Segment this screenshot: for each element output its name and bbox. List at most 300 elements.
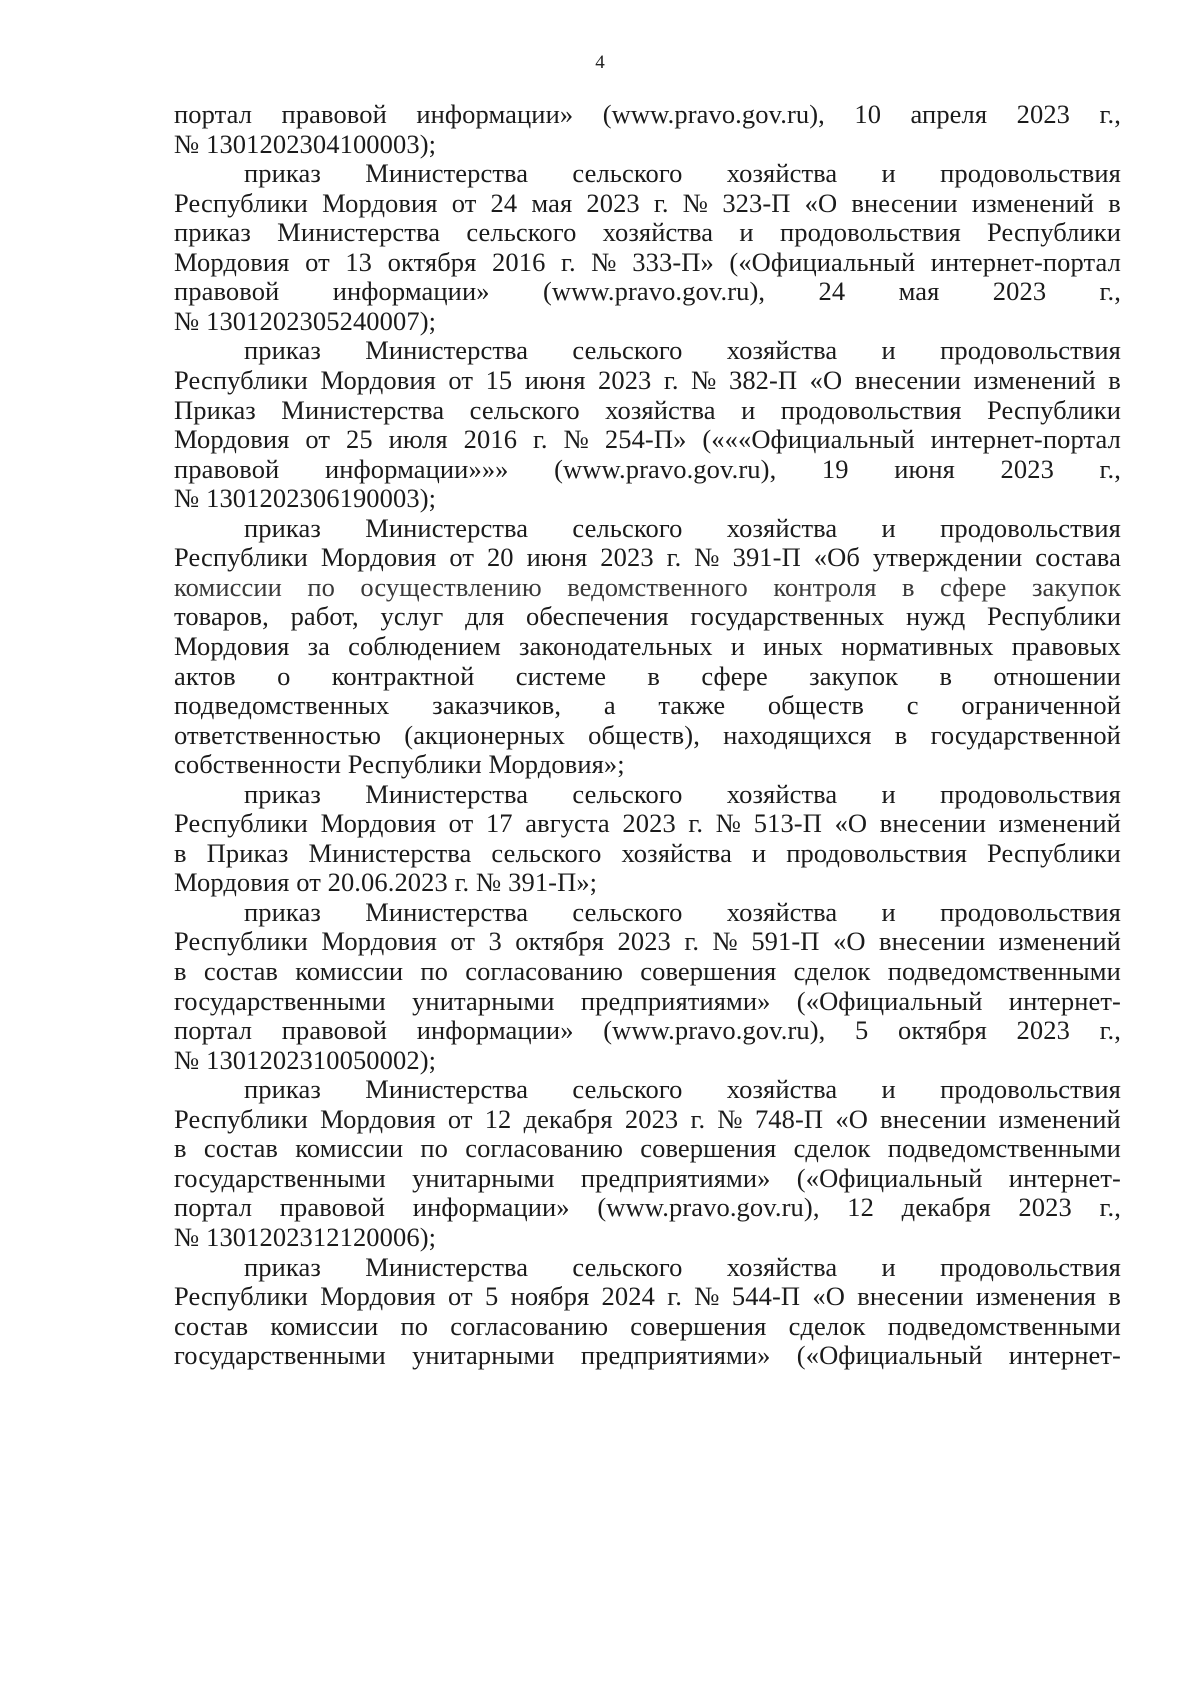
word: Республики: [174, 187, 308, 218]
word: Министерства: [308, 837, 472, 868]
word: (www.pravo.gov.ru),: [597, 1192, 820, 1223]
word: г.: [666, 542, 682, 573]
word: Министерства: [365, 778, 529, 809]
word: товаров,: [174, 601, 269, 632]
word: 24: [818, 276, 846, 307]
word: продовольствия: [940, 335, 1121, 366]
word: 2023: [1016, 99, 1071, 129]
word: Министерства: [281, 394, 445, 425]
word: унитарными: [412, 1340, 555, 1371]
word: сельского: [572, 778, 683, 809]
word: 2016: [463, 424, 518, 455]
word: изменений: [998, 926, 1121, 957]
word: заказчиков,: [432, 690, 562, 720]
word: правовой: [174, 276, 280, 307]
word: а: [603, 690, 616, 720]
word: ответственностью: [174, 719, 382, 750]
word: сельского: [572, 335, 683, 366]
text-line: [174, 958, 1121, 985]
word: №: [715, 808, 742, 839]
word: государственными: [174, 985, 386, 1016]
word: приказ: [244, 778, 321, 809]
word: системе: [515, 660, 607, 691]
word: 12: [847, 1192, 874, 1223]
word: портал: [174, 1192, 253, 1223]
word: в: [939, 660, 953, 691]
word: октября: [515, 926, 605, 957]
word: мая: [531, 187, 573, 218]
word: обеспечения: [526, 601, 669, 632]
word: контрактной: [331, 660, 475, 691]
word: соблюдением: [348, 630, 501, 661]
word: (www.pravo.gov.ru),: [542, 276, 766, 307]
word: 2023: [992, 276, 1047, 307]
text-line: [174, 1310, 1121, 1341]
word: комиссии: [270, 1310, 379, 1341]
word: осуществлению: [360, 571, 542, 602]
text-line: Мордовия от 20.06.2023 г. № 391-П»;: [174, 867, 598, 898]
text-line: [174, 394, 1121, 425]
word: от: [305, 246, 330, 277]
text-line: [174, 1076, 1121, 1103]
word: («Официальный: [796, 985, 983, 1016]
word: утверждении: [872, 542, 1023, 573]
word: изменений: [973, 364, 1096, 395]
word: 2023: [1016, 1015, 1070, 1046]
word: предприятиями»: [580, 1162, 771, 1193]
word: 2023: [622, 808, 676, 839]
word: Министерства: [365, 896, 529, 927]
word: продовольствия: [940, 896, 1121, 927]
word: «О: [834, 808, 868, 839]
text-line: [174, 985, 1121, 1016]
text-line: [174, 896, 1121, 927]
word: Приказ: [174, 394, 256, 425]
text-line: [174, 219, 1121, 246]
word: 13: [345, 246, 373, 277]
word: унитарными: [412, 985, 555, 1016]
word: хозяйства: [726, 896, 838, 927]
word: июня: [524, 364, 586, 395]
word: 382-П: [728, 364, 798, 395]
word: закупок: [1031, 571, 1121, 602]
word: и: [881, 1074, 896, 1105]
word: продовольствия: [940, 1251, 1121, 1282]
word: согласованию: [465, 1133, 624, 1164]
word: 591-П: [751, 926, 820, 957]
word: услуг: [380, 601, 444, 632]
word: от: [305, 424, 331, 455]
word: интернет-: [1008, 985, 1121, 1016]
word: декабря: [523, 1103, 613, 1134]
word: сфере: [940, 571, 1007, 602]
word: в: [1108, 187, 1121, 218]
word: и: [739, 217, 754, 248]
word: 5: [484, 1281, 499, 1311]
word: и: [881, 896, 896, 927]
word: сделок: [788, 1310, 866, 1341]
word: продовольствия: [786, 837, 968, 868]
word: в: [174, 956, 187, 986]
word: и: [741, 394, 756, 425]
text-line: № 1301202310050002);: [174, 1044, 437, 1075]
word: по: [400, 1310, 429, 1341]
word: «О: [809, 364, 843, 395]
word: от: [449, 542, 474, 573]
word: продовольствия: [940, 158, 1121, 189]
word: 2023: [586, 187, 640, 218]
word: ограниченной: [961, 690, 1121, 720]
word: хозяйства: [605, 394, 716, 425]
text-line: [174, 719, 1121, 750]
word: предприятиями»: [580, 985, 771, 1016]
word: 2023: [617, 926, 671, 957]
word: (акционерных: [404, 719, 565, 750]
word: Республики: [987, 394, 1121, 425]
word: Мордовия: [174, 246, 290, 277]
word: №: [694, 542, 720, 573]
word: в: [174, 837, 187, 868]
word: 323-П: [722, 187, 791, 218]
word: сельского: [572, 1074, 683, 1105]
word: продовольствия: [780, 394, 962, 425]
word: и: [881, 335, 896, 366]
word: 3: [488, 926, 502, 957]
text-line: [174, 660, 1121, 691]
word: приказ: [244, 335, 321, 366]
word: правовой: [281, 1015, 388, 1046]
word: №: [591, 246, 617, 277]
word: Республики: [174, 364, 308, 395]
word: Мордовия: [320, 808, 437, 839]
word: приказ: [244, 1251, 321, 1282]
word: ведомственного: [567, 571, 748, 602]
word: Министерства: [365, 512, 529, 543]
text-line: [174, 1162, 1121, 1193]
word: г.,: [1099, 1015, 1121, 1046]
text-line: [174, 1103, 1121, 1134]
word: государственных: [690, 601, 885, 632]
word: г.,: [1099, 453, 1121, 484]
word: «О: [804, 187, 838, 218]
word: 544-П: [731, 1281, 801, 1311]
word: хозяйства: [726, 158, 838, 189]
word: за: [307, 630, 331, 661]
word: 15: [485, 364, 513, 395]
word: внесении: [879, 808, 987, 839]
word: июня: [894, 453, 955, 484]
word: 254-П»: [604, 424, 687, 455]
word: унитарными: [412, 1162, 555, 1193]
word: комиссии: [295, 1133, 404, 1164]
word: продовольствия: [779, 217, 961, 248]
word: («Официальный: [796, 1162, 983, 1193]
word: г.: [532, 424, 548, 455]
word: г.: [684, 926, 700, 957]
word: октября: [387, 246, 477, 277]
word: Приказ: [206, 837, 289, 868]
text-line: [174, 1251, 1121, 1282]
text-line: [174, 603, 1121, 630]
text-line: [174, 512, 1121, 543]
word: Республики: [987, 601, 1121, 632]
word: в: [1108, 1281, 1121, 1311]
word: также: [658, 690, 726, 720]
word: г.: [653, 187, 669, 218]
text-line: № 1301202305240007);: [174, 305, 437, 336]
word: и: [881, 512, 896, 543]
word: в: [174, 1133, 187, 1164]
word: сделок: [793, 956, 871, 986]
text-line: собственности Республики Мордовия»;: [174, 749, 625, 780]
word: Республики: [174, 542, 308, 573]
word: от: [448, 364, 474, 395]
word: о: [277, 660, 291, 691]
text-line: [174, 1194, 1121, 1221]
word: 513-П: [753, 808, 822, 839]
word: внесении: [880, 1103, 987, 1134]
word: контроля: [773, 571, 877, 602]
word: законодательных: [519, 630, 713, 661]
word: хозяйства: [726, 1251, 838, 1282]
word: согласованию: [450, 1310, 609, 1341]
word: апреля: [910, 99, 988, 129]
word: Мордовия: [174, 630, 290, 661]
word: г.: [690, 1103, 706, 1134]
word: информации»: [412, 1192, 570, 1223]
word: №: [694, 1281, 720, 1311]
word: продовольствия: [940, 1074, 1121, 1105]
word: портал: [174, 1015, 253, 1046]
word: интернет-портал: [930, 424, 1121, 455]
text-line: [174, 187, 1121, 218]
word: 10: [854, 99, 882, 129]
word: приказ: [244, 158, 321, 189]
word: Мордовия: [322, 187, 438, 218]
word: согласованию: [465, 956, 624, 986]
word: сельского: [466, 217, 577, 248]
word: 20: [486, 542, 514, 573]
word: октября: [898, 1015, 987, 1046]
word: хозяйства: [726, 512, 838, 543]
word: нужд: [906, 601, 966, 632]
word: №: [712, 926, 738, 957]
page-number: 4: [595, 52, 605, 73]
text-line: [174, 426, 1121, 453]
word: подведомственными: [887, 1133, 1121, 1164]
word: комиссии: [174, 571, 282, 602]
word: подведомственных: [174, 690, 390, 720]
word: 2023: [1000, 453, 1054, 484]
text-line: [174, 337, 1121, 364]
word: информации»: [416, 99, 574, 129]
text-line: [174, 1283, 1121, 1310]
word: Республики: [174, 926, 308, 957]
word: и: [881, 158, 896, 189]
word: 2024: [601, 1281, 655, 1311]
word: актов: [174, 660, 236, 691]
word: 24: [490, 187, 518, 218]
word: Республики: [987, 837, 1121, 868]
word: правовой: [281, 99, 387, 129]
word: предприятиями»: [580, 1340, 771, 1371]
word: внесении: [854, 364, 962, 395]
word: в: [647, 660, 660, 691]
word: хозяйства: [726, 778, 838, 809]
word: портал: [174, 99, 253, 129]
word: 17: [485, 808, 513, 839]
word: «Об: [813, 542, 860, 573]
word: Министерства: [365, 1074, 529, 1105]
word: от: [448, 808, 474, 839]
word: подведомственными: [887, 1310, 1121, 1341]
text-line: [174, 571, 1121, 602]
word: июля: [388, 424, 448, 455]
word: государственными: [174, 1162, 386, 1193]
word: для: [465, 601, 505, 632]
text-line: № 1301202306190003);: [174, 483, 437, 514]
word: информации»»»: [324, 453, 509, 484]
word: интернет-: [1008, 1162, 1121, 1193]
word: 2016: [492, 246, 546, 277]
text-line: [174, 160, 1121, 187]
word: обществ),: [588, 719, 700, 750]
word: г.,: [1099, 276, 1121, 307]
word: Министерства: [277, 217, 441, 248]
word: сделок: [793, 1133, 871, 1164]
word: Мордовия: [174, 424, 290, 455]
word: «О: [812, 1281, 845, 1311]
word: Мордовия: [321, 926, 437, 957]
word: сельского: [572, 1251, 683, 1282]
word: 5: [855, 1015, 869, 1046]
word: государственными: [174, 1340, 386, 1371]
word: сельского: [572, 512, 683, 543]
word: внесении: [851, 187, 958, 218]
word: Мордовия: [320, 1281, 436, 1311]
word: и: [730, 630, 746, 661]
word: изменений: [998, 1103, 1121, 1134]
word: Министерства: [365, 158, 529, 189]
word: правовых: [1011, 630, 1121, 661]
word: 19: [821, 453, 849, 484]
word: хозяйства: [621, 837, 732, 868]
word: г.: [663, 364, 679, 395]
word: г.: [688, 808, 704, 839]
word: сельского: [572, 158, 683, 189]
word: г.,: [1099, 1192, 1121, 1223]
word: нормативных: [841, 630, 994, 661]
word: приказ: [244, 1074, 321, 1105]
word: №: [682, 187, 709, 218]
word: 2023: [1018, 1192, 1072, 1223]
word: 333-П»: [632, 246, 714, 277]
text-line: [174, 278, 1121, 305]
word: находящихся: [723, 719, 872, 750]
word: подведомственными: [887, 956, 1121, 986]
word: приказ: [244, 896, 321, 927]
text-line: [174, 1135, 1121, 1162]
word: изменения: [975, 1281, 1097, 1311]
word: Мордовия: [320, 1103, 436, 1134]
word: Министерства: [365, 335, 529, 366]
word: с: [906, 690, 919, 720]
word: и: [881, 1251, 896, 1282]
text-line: [174, 246, 1121, 277]
word: 391-П: [732, 542, 801, 573]
word: 25: [345, 424, 373, 455]
word: работ,: [290, 601, 359, 632]
word: 748-П: [754, 1103, 824, 1134]
word: состав: [203, 1133, 279, 1164]
word: («Официальный: [729, 246, 916, 277]
text-line: [174, 810, 1121, 837]
word: Мордовия: [320, 542, 437, 573]
text-line: № 1301202304100003);: [174, 128, 437, 159]
word: в: [901, 571, 915, 602]
word: изменений: [998, 808, 1121, 839]
text-line: [174, 837, 1121, 868]
word: состава: [1035, 542, 1121, 573]
word: информации»: [332, 276, 490, 307]
word: по: [420, 956, 449, 986]
word: (www.pravo.gov.ru),: [554, 453, 777, 484]
word: (www.pravo.gov.ru),: [603, 1015, 826, 1046]
word: хозяйства: [726, 335, 838, 366]
word: г.: [561, 246, 576, 277]
word: состав: [203, 956, 279, 986]
word: приказ: [174, 217, 251, 248]
word: иных: [763, 630, 823, 661]
word: от: [447, 1103, 473, 1134]
word: информации»: [416, 1015, 574, 1046]
word: продовольствия: [940, 778, 1121, 809]
word: сельского: [572, 896, 683, 927]
word: мая: [898, 276, 940, 307]
word: 2023: [598, 364, 652, 395]
word: сельского: [469, 394, 580, 425]
word: Республики: [174, 1103, 308, 1134]
word: от: [448, 1281, 473, 1311]
word: 2023: [624, 1103, 679, 1134]
text-line: [174, 364, 1121, 395]
word: по: [307, 571, 335, 602]
word: хозяйства: [726, 1074, 838, 1105]
word: и: [751, 837, 767, 868]
word: («««Официальный: [702, 424, 915, 455]
word: июня: [526, 542, 588, 573]
word: ноября: [510, 1281, 590, 1311]
word: августа: [525, 808, 610, 839]
word: закупок: [809, 660, 899, 691]
word: в: [1108, 364, 1121, 395]
word: сельского: [491, 837, 602, 868]
word: г.,: [1099, 99, 1121, 129]
text-line: [174, 630, 1121, 661]
word: «О: [835, 1103, 868, 1134]
word: «О: [832, 926, 866, 957]
word: совершения: [630, 1310, 767, 1341]
word: №: [691, 364, 717, 395]
word: сфере: [701, 660, 768, 691]
word: Республики: [987, 217, 1121, 248]
word: совершения: [640, 956, 777, 986]
text-line: [174, 778, 1121, 809]
word: правовой: [279, 1192, 386, 1223]
text-line: [174, 1342, 1121, 1369]
word: Мордовия: [320, 364, 436, 395]
word: интернет-портал: [930, 246, 1121, 277]
